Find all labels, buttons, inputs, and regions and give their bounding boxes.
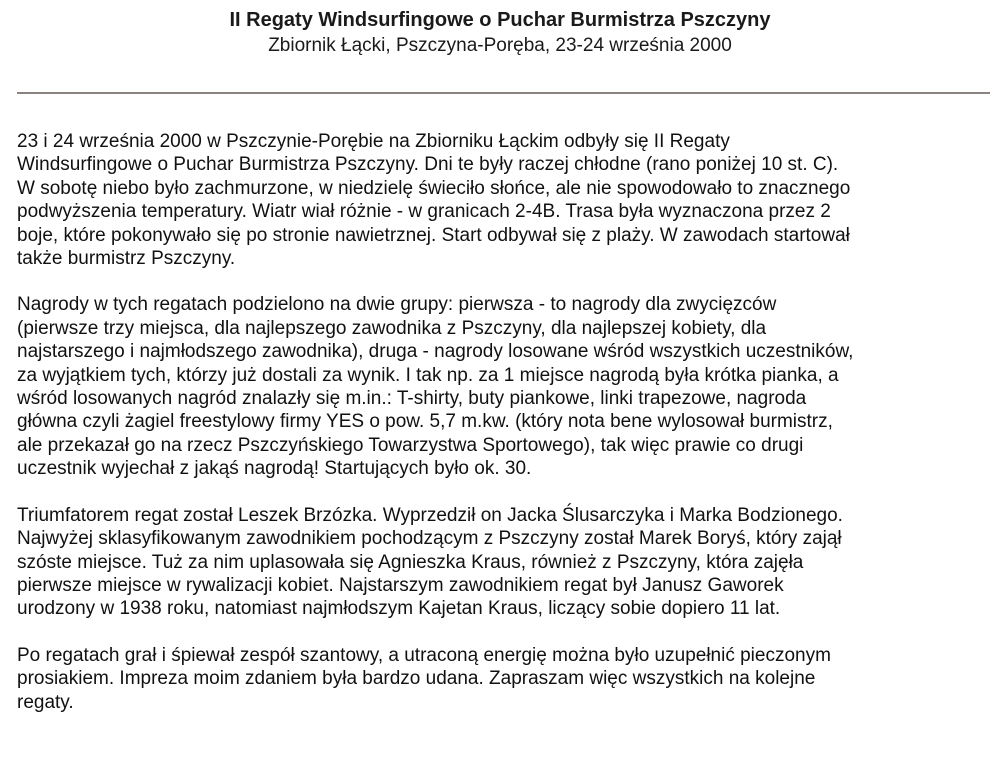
document-subtitle: Zbiornik Łącki, Pszczyna-Poręba, 23-24 września 2000 xyxy=(268,35,732,56)
paragraph-intro xyxy=(17,130,995,270)
text-line: urodzony w 1938 roku, natomiast najmłodszym Kajetan Kraus, liczący sobie dopiero 11 lat. xyxy=(17,598,781,620)
text-line: (pierwsze trzy miejsca, dla najlepszego zawodnika z Pszczyny, dla najlepszej kobiety, dla xyxy=(17,317,767,339)
paragraph-results xyxy=(17,504,995,621)
article-body xyxy=(17,130,995,737)
text-line: boje, które pokonywało się po stronie nawietrznej. Start odbywał się z plaży. W zawodach startował xyxy=(17,224,850,246)
text-line: 23 i 24 września 2000 w Pszczynie-Porębie na Zbiorniku Łąckim odbyły się II Regaty xyxy=(17,131,730,152)
text-line: regaty. xyxy=(17,691,74,713)
text-line: pierwsze miejsce w rywalizacji kobiet. Najstarszym zawodnikiem regat był Janusz Gaworek xyxy=(17,574,784,596)
text-line: W sobotę niebo było zachmurzone, w niedzielę świeciło słońce, ale nie spowodowało to znacznego xyxy=(17,177,851,199)
text-line: prosiakiem. Impreza moim zdaniem była bardzo udana. Zapraszam więc wszystkich na kolejne xyxy=(17,668,816,690)
text-line: za wyjątkiem tych, którzy już dostali za wynik. I tak np. za 1 miejsce nagrodą była krótka pianka, a xyxy=(17,364,839,386)
paragraph-prizes xyxy=(17,293,995,480)
text-line: uczestnik wyjechał z jakąś nagrodą! Startujących było ok. 30. xyxy=(17,458,532,480)
text-line: Triumfatorem regat został Leszek Brzózka. Wyprzedził on Jacka Ślusarczyka i Marka Bodzionego. xyxy=(17,504,843,526)
text-line: Najwyżej sklasyfikowanym zawodnikiem pochodzącym z Pszczyny został Marek Boryś, który zajął xyxy=(17,528,842,550)
text-line: Windsurfingowe o Puchar Burmistrza Pszczyny. Dni te były raczej chłodne (rano poniżej 10 st. C). xyxy=(17,154,839,176)
header-divider xyxy=(17,92,990,94)
paragraph-closing xyxy=(17,644,995,714)
text-line: podwyższenia temperatury. Wiatr wiał różnie - w granicach 2-4B. Trasa była wyznaczona przez 2 xyxy=(17,201,831,223)
text-line: szóste miejsce. Tuż za nim uplasowała się Agnieszka Kraus, również z Pszczyny, która zajęła xyxy=(17,551,804,573)
text-line: ale przekazał go na rzecz Pszczyńskiego Towarzystwa Sportowego), tak więc prawie co drugi xyxy=(17,434,804,456)
text-line: wśród losowanych nagród znalazły się m.in.: T-shirty, buty piankowe, linki trapezowe, nagroda xyxy=(17,388,807,410)
text-line: także burmistrz Pszczyny. xyxy=(17,248,236,270)
text-line: Po regatach grał i śpiewał zespół szantowy, a utraconą energię można było uzupełnić pieczonym xyxy=(17,644,831,666)
document-header xyxy=(0,0,1000,58)
text-line: najstarszego i najmłodszego zawodnika), druga - nagrody losowane wśród wszystkich uczestników, xyxy=(17,341,854,363)
document-title: II Regaty Windsurfingowe o Puchar Burmistrza Pszczyny xyxy=(229,9,771,31)
text-line: główna czyli żagiel freestylowy firmy YES o pow. 5,7 m.kw. (który nota bene wylosował burmistrz, xyxy=(17,411,833,433)
text-line: Nagrody w tych regatach podzielono na dwie grupy: pierwsza - to nagrody dla zwycięzców xyxy=(17,294,777,316)
